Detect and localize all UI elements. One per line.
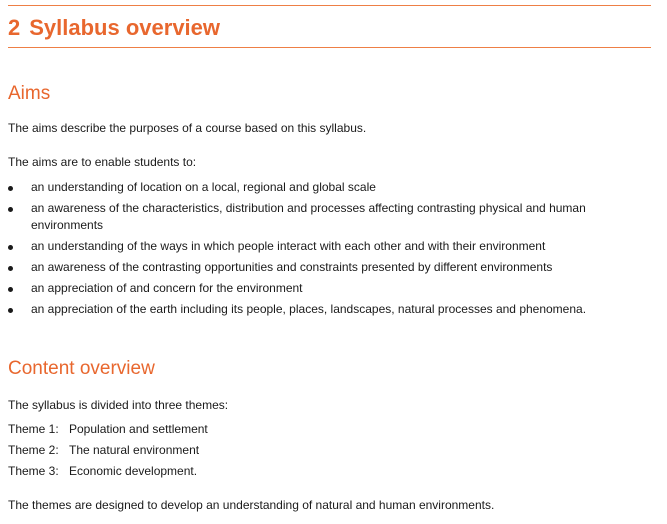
top-rule: [8, 5, 651, 6]
theme-name: The natural environment: [69, 443, 200, 457]
theme-name: Population and settlement: [69, 422, 208, 436]
aims-list-item-text: an understanding of location on a local, regional and global scale: [31, 180, 376, 194]
aims-list-item-text: an awareness of the characteristics, distribution and processes affecting contrasting physical and human environments: [31, 201, 586, 232]
section-title: [8, 13, 220, 43]
aims-heading: Aims: [8, 83, 51, 104]
aims-lead-text: The aims are to enable students to:: [8, 155, 197, 169]
bullet-icon: [8, 287, 13, 292]
theme-item: [8, 463, 208, 480]
theme-name: Economic development.: [69, 464, 198, 478]
section-title-text: Syllabus overview: [29, 15, 221, 40]
theme-label: Theme 2:: [8, 443, 59, 457]
aims-list: [8, 179, 648, 322]
aims-intro-text: The aims describe the purposes of a course based on this syllabus.: [8, 121, 367, 135]
title-underline-rule: [8, 47, 651, 48]
bullet-icon: [8, 266, 13, 271]
content-overview-heading: Content overview: [8, 358, 155, 379]
bullet-icon: [8, 186, 13, 191]
aims-list-item: [8, 179, 648, 196]
theme-item: [8, 442, 208, 459]
aims-list-item: [8, 200, 648, 234]
content-overview-intro-text: The syllabus is divided into three themes:: [8, 398, 229, 412]
aims-list-item: [8, 280, 648, 297]
themes-closing-text: The themes are designed to develop an understanding of natural and human environments.: [8, 498, 495, 512]
section-number: 2: [8, 15, 21, 40]
bullet-icon: [8, 207, 13, 212]
theme-item: [8, 421, 208, 438]
aims-list-item-text: an appreciation of and concern for the environment: [31, 281, 303, 295]
aims-list-item-text: an awareness of the contrasting opportunities and constraints presented by different environments: [31, 260, 553, 274]
themes-list: [8, 421, 208, 484]
bullet-icon: [8, 245, 13, 250]
bullet-icon: [8, 308, 13, 313]
aims-list-item-text: an appreciation of the earth including its people, places, landscapes, natural processes and phenomena.: [31, 302, 587, 316]
theme-label: Theme 3:: [8, 464, 59, 478]
aims-list-item: [8, 238, 648, 255]
aims-list-item: [8, 301, 648, 318]
aims-list-item: [8, 259, 648, 276]
theme-label: Theme 1:: [8, 422, 59, 436]
aims-list-item-text: an understanding of the ways in which people interact with each other and with their environment: [31, 239, 546, 253]
